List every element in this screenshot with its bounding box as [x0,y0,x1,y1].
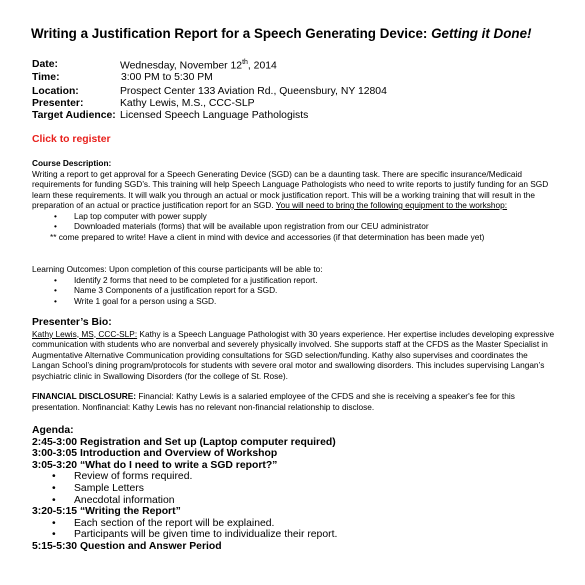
outcome-item: • Identify 2 forms that need to be completed for a justification report. [54,274,318,285]
document-title [31,26,532,41]
date-label: Date: [32,59,58,70]
disclosure-label: FINANCIAL DISCLOSURE: [32,391,137,401]
location-label: Location: [32,86,79,97]
bullet-icon: • [54,295,57,306]
agenda-session: 3:05-3:20 “What do I need to write a SGD report?” [32,459,278,471]
title-main: Writing a Justification Report for a Speech Generating Device: [31,26,432,41]
financial-disclosure [32,391,557,412]
agenda-session: 2:45-3:00 Registration and Set up (Laptop computer required) [32,436,336,448]
course-heading: Course Description: [32,158,112,168]
agenda-heading: Agenda: [32,425,74,436]
agenda-session: 3:00-3:05 Introduction and Overview of Workshop [32,448,278,460]
disclosure-text [32,391,557,412]
bullet-icon: • [54,221,57,231]
agenda [32,425,562,553]
bullet-icon: • [54,285,57,295]
audience-value: Licensed Speech Language Pathologists [120,110,309,121]
time-value: 3:00 PM to 5:30 PM [121,72,213,83]
agenda-item: • Participants will be given time to individualize their report. [52,529,338,541]
audience-label: Target Audience: [32,110,116,121]
agenda-session: 3:20-5:15 “Writing the Report” [32,506,181,518]
bullet-icon: • [52,517,56,529]
bullet-icon: • [54,274,57,285]
agenda-session: 5:15-5:30 Question and Answer Period [32,540,222,552]
bio-heading: Presenter’s Bio: [32,317,112,328]
agenda-item: • Each section of the report will be explained. [52,517,275,529]
equipment-item: • Downloaded materials (forms) that will be available upon registration from our CEU administrator [54,221,429,231]
outcome-item: • Write 1 goal for a person using a SGD. [54,295,217,306]
learning-outcomes [32,264,557,306]
course-body: Writing a report to get approval for a Speech Generating Device (SGD) can be a daunting task. There are specific insurance/Medicaid requirements for funding SGD’s. This training will help Speech Language Pathologists who need to write reports to justify funding for an SGD learn these requirements. It will walk you through an actual or mock justification report. This will be a working training that will result in the preparation of an actual or practice justification report for an SGD. [32,168,549,210]
equipment-link: You will need to bring the following equipment to the workshop: [275,200,508,210]
bullet-icon: • [52,529,56,541]
bullet-icon: • [52,482,56,494]
register-link[interactable]: Click to register [32,134,111,145]
presenter-value: Kathy Lewis, M.S., CCC-SLP [120,98,255,109]
disclosure-body: Financial: Kathy Lewis is a salaried employee of the CFDS and she is receiving a speaker's fee for this presentation. Nonfinancial: Kathy Lewis has no relevant non-financial relationship to disclose. [32,391,515,412]
title-italic: Getting it Done! [431,26,532,41]
bio-text [32,329,557,382]
course-description [32,158,557,242]
course-note: ** come prepared to write! Have a client in mind with device and accessories (if that determination has been made yet) [50,231,485,242]
agenda-item: • Review of forms required. [52,471,193,483]
location-value: Prospect Center 133 Aviation Rd., Queensbury, NY 12804 [120,86,387,97]
bio-body: Kathy is a Speech Language Pathologist with 30 years experience. Her expertise includes developing expressive communication with students who are nonverbal and severely physically involved. She supports staff at the CFDS as the Master Specialist in Augmentative Alternative Communication providing consultations for SGD selection/funding. Kathy also supervises and coordinates the Langan School’s dining program/protocols for students with severe oral motor and swallowing disorders. This includes supervising Langan’s psychiatric clinic in Swallowing Disorders (for the college of St. Rose). [32,328,555,381]
bullet-icon: • [54,210,57,221]
agenda-item: • Sample Letters [52,482,144,494]
course-text [32,169,557,211]
bio-name-link[interactable]: Kathy Lewis, MS, CCC-SLP: [32,328,138,339]
bullet-icon: • [52,471,56,483]
time-label: Time: [32,72,60,83]
presenter-label: Presenter: [32,98,84,109]
presenter-bio [32,318,557,381]
bullet-icon: • [52,494,56,506]
equipment-item: • Lap top computer with power supply [54,210,207,221]
outcomes-intro: Learning Outcomes: Upon completion of this course participants will be able to: [32,264,323,274]
outcome-item: • Name 3 Components of a justification report for a SGD. [54,285,278,295]
date-value: Wednesday, November 12th, 2014 [120,59,277,72]
agenda-item: • Anecdotal information [52,494,175,506]
